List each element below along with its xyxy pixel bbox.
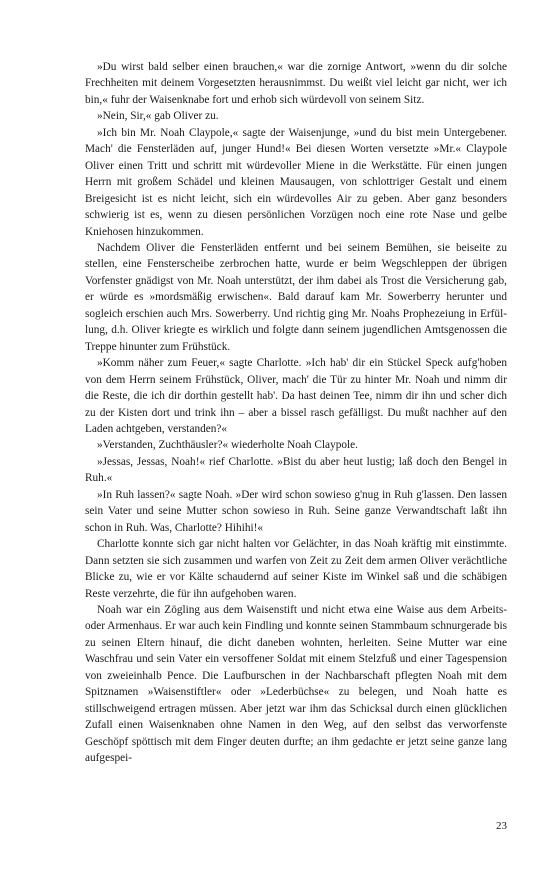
paragraph: Noah war ein Zögling aus dem Waisenstift und nicht etwa eine Waise aus dem Arbeits- oder Armenhaus. Er war auch kein Findling und konnte seinen Stammbaum schnurgerade bis zu seinen Eltern hinauf, die dicht daneben wohnten, herleiten. Seine Mutter war eine Waschfrau und sein Vater ein versoffener Soldat mit einem Stelzfuß und einer Tagespension von zweieinhalb Pence. Die Laufburschen in der Nachbarschaft pflegten Noah mit dem Spitznamen »Waisenstiftler« oder »Lederbüchse« zu belegen, und Noah hatte es stillschweigend ertragen müssen. Aber jetzt war ihm das Schicksal durch einen glücklichen Zufall einen Waisenknaben ohne Namen in den Weg, auf den selbst das verworfenste Geschöpf spöttisch mit dem Finger deuten durfte; an ihm gedachte er jetzt seine ganze lang aufgespei- bbox=[85, 603, 507, 765]
paragraph: »Nein, Sir,« gab Oliver zu. bbox=[97, 110, 219, 123]
body-text bbox=[85, 59, 507, 766]
paragraph: Nachdem Oliver die Fensterläden entfernt und bei seinem Bemühen, sie beiseite zu stellen, eine Fensterscheibe zerbrochen hatte, wurde er beim Wegschleppen der übrigen Vorfenster gnädigst von Mr. Noah unterstützt, der ihm dabei als Trost die Versicherung gab, er würde es »mordsmäßig erwischen«. Bald darauf kam Mr. Sowerberry herunter und sogleich erschien auch Mrs. Sowerberry. Und richtig ging Mr. Noahs Prophezeiung in Erfüllung, d.h. Oliver kriegte es wirklich und folgte dann seinem jugendlichen Amtsgenossen die Treppe hinunter zum Frühstück. bbox=[85, 241, 507, 353]
paragraph: »Ich bin Mr. Noah Claypole,« sagte der Waisenjunge, »und du bist mein Untergebener. Mach' die Fensterläden auf, junger Hund!« Bei diesen Worten versetzte »Mr.« Claypole Oliver einen Tritt und schritt mit würdevoller Miene in die Werkstätte. Für einen jungen Herrn mit großem Schädel und kleinen Mausaugen, von schlottriger Gestalt und einem Breigesicht ist es nicht leicht, sich ein würdevolles Air zu geben. Aber ganz besonders schwierig ist es, wenn zu diesen persönlichen Vorzügen noch eine rote Nase und gelbe Kniehosen hinzukommen. bbox=[85, 126, 507, 238]
paragraph: »Jessas, Jessas, Noah!« rief Charlotte. »Bist du aber heut lustig; laß doch den Bengel in Ruh.« bbox=[85, 455, 507, 485]
paragraph: »Du wirst bald selber einen brauchen,« war die zornige Antwort, »wenn du dir solche Frechheiten mit deinem Vorgesetzten herausnimmst. Du weißt viel leicht gar nicht, wer ich bin,« fuhr der Waisenknabe fort und erhob sich würdevoll von seinem Sitz. bbox=[85, 61, 507, 106]
paragraph: »Verstanden, Zuchthäusler?« wiederholte Noah Claypole. bbox=[97, 439, 358, 452]
page-number: 23 bbox=[496, 820, 507, 832]
paragraph: »Komm näher zum Feuer,« sagte Charlotte. »Ich hab' dir ein Stückel Speck aufg'hoben von dem Herrn seinem Frühstück, Oliver, mach' die Tür zu hinter Mr. Noah und nimm dir die Reste, die ich dir dorthin gestellt hab'. Da hast deinen Tee, nimm dir ihn und scher dich zu der Kisten dort und trink ihn – aber a bissel rasch gefälligst. Du mußt nachher auf den Laden achtgeben, verstanden?« bbox=[85, 357, 507, 435]
paragraph: Charlotte konnte sich gar nicht halten vor Gelächter, in das Noah kräftig mit einstimmte. Dann setzten sie sich zusammen und warfen von Zeit zu Zeit dem armen Oliver verächtliche Blicke zu, wie er vor Kälte schaudernd auf seiner Kiste im Winkel saß und die schäbigen Reste verzehrte, die für ihn aufgehoben waren. bbox=[85, 538, 507, 600]
paragraph: »In Ruh lassen?« sagte Noah. »Der wird schon sowieso g'nug in Ruh g'lassen. Den lassen sein Vater und seine Mutter schon sowieso in Ruh. Seine ganze Verwandtschaft laßt ihn schon in Ruh. Was, Charlotte? Hihihi!« bbox=[85, 488, 507, 534]
